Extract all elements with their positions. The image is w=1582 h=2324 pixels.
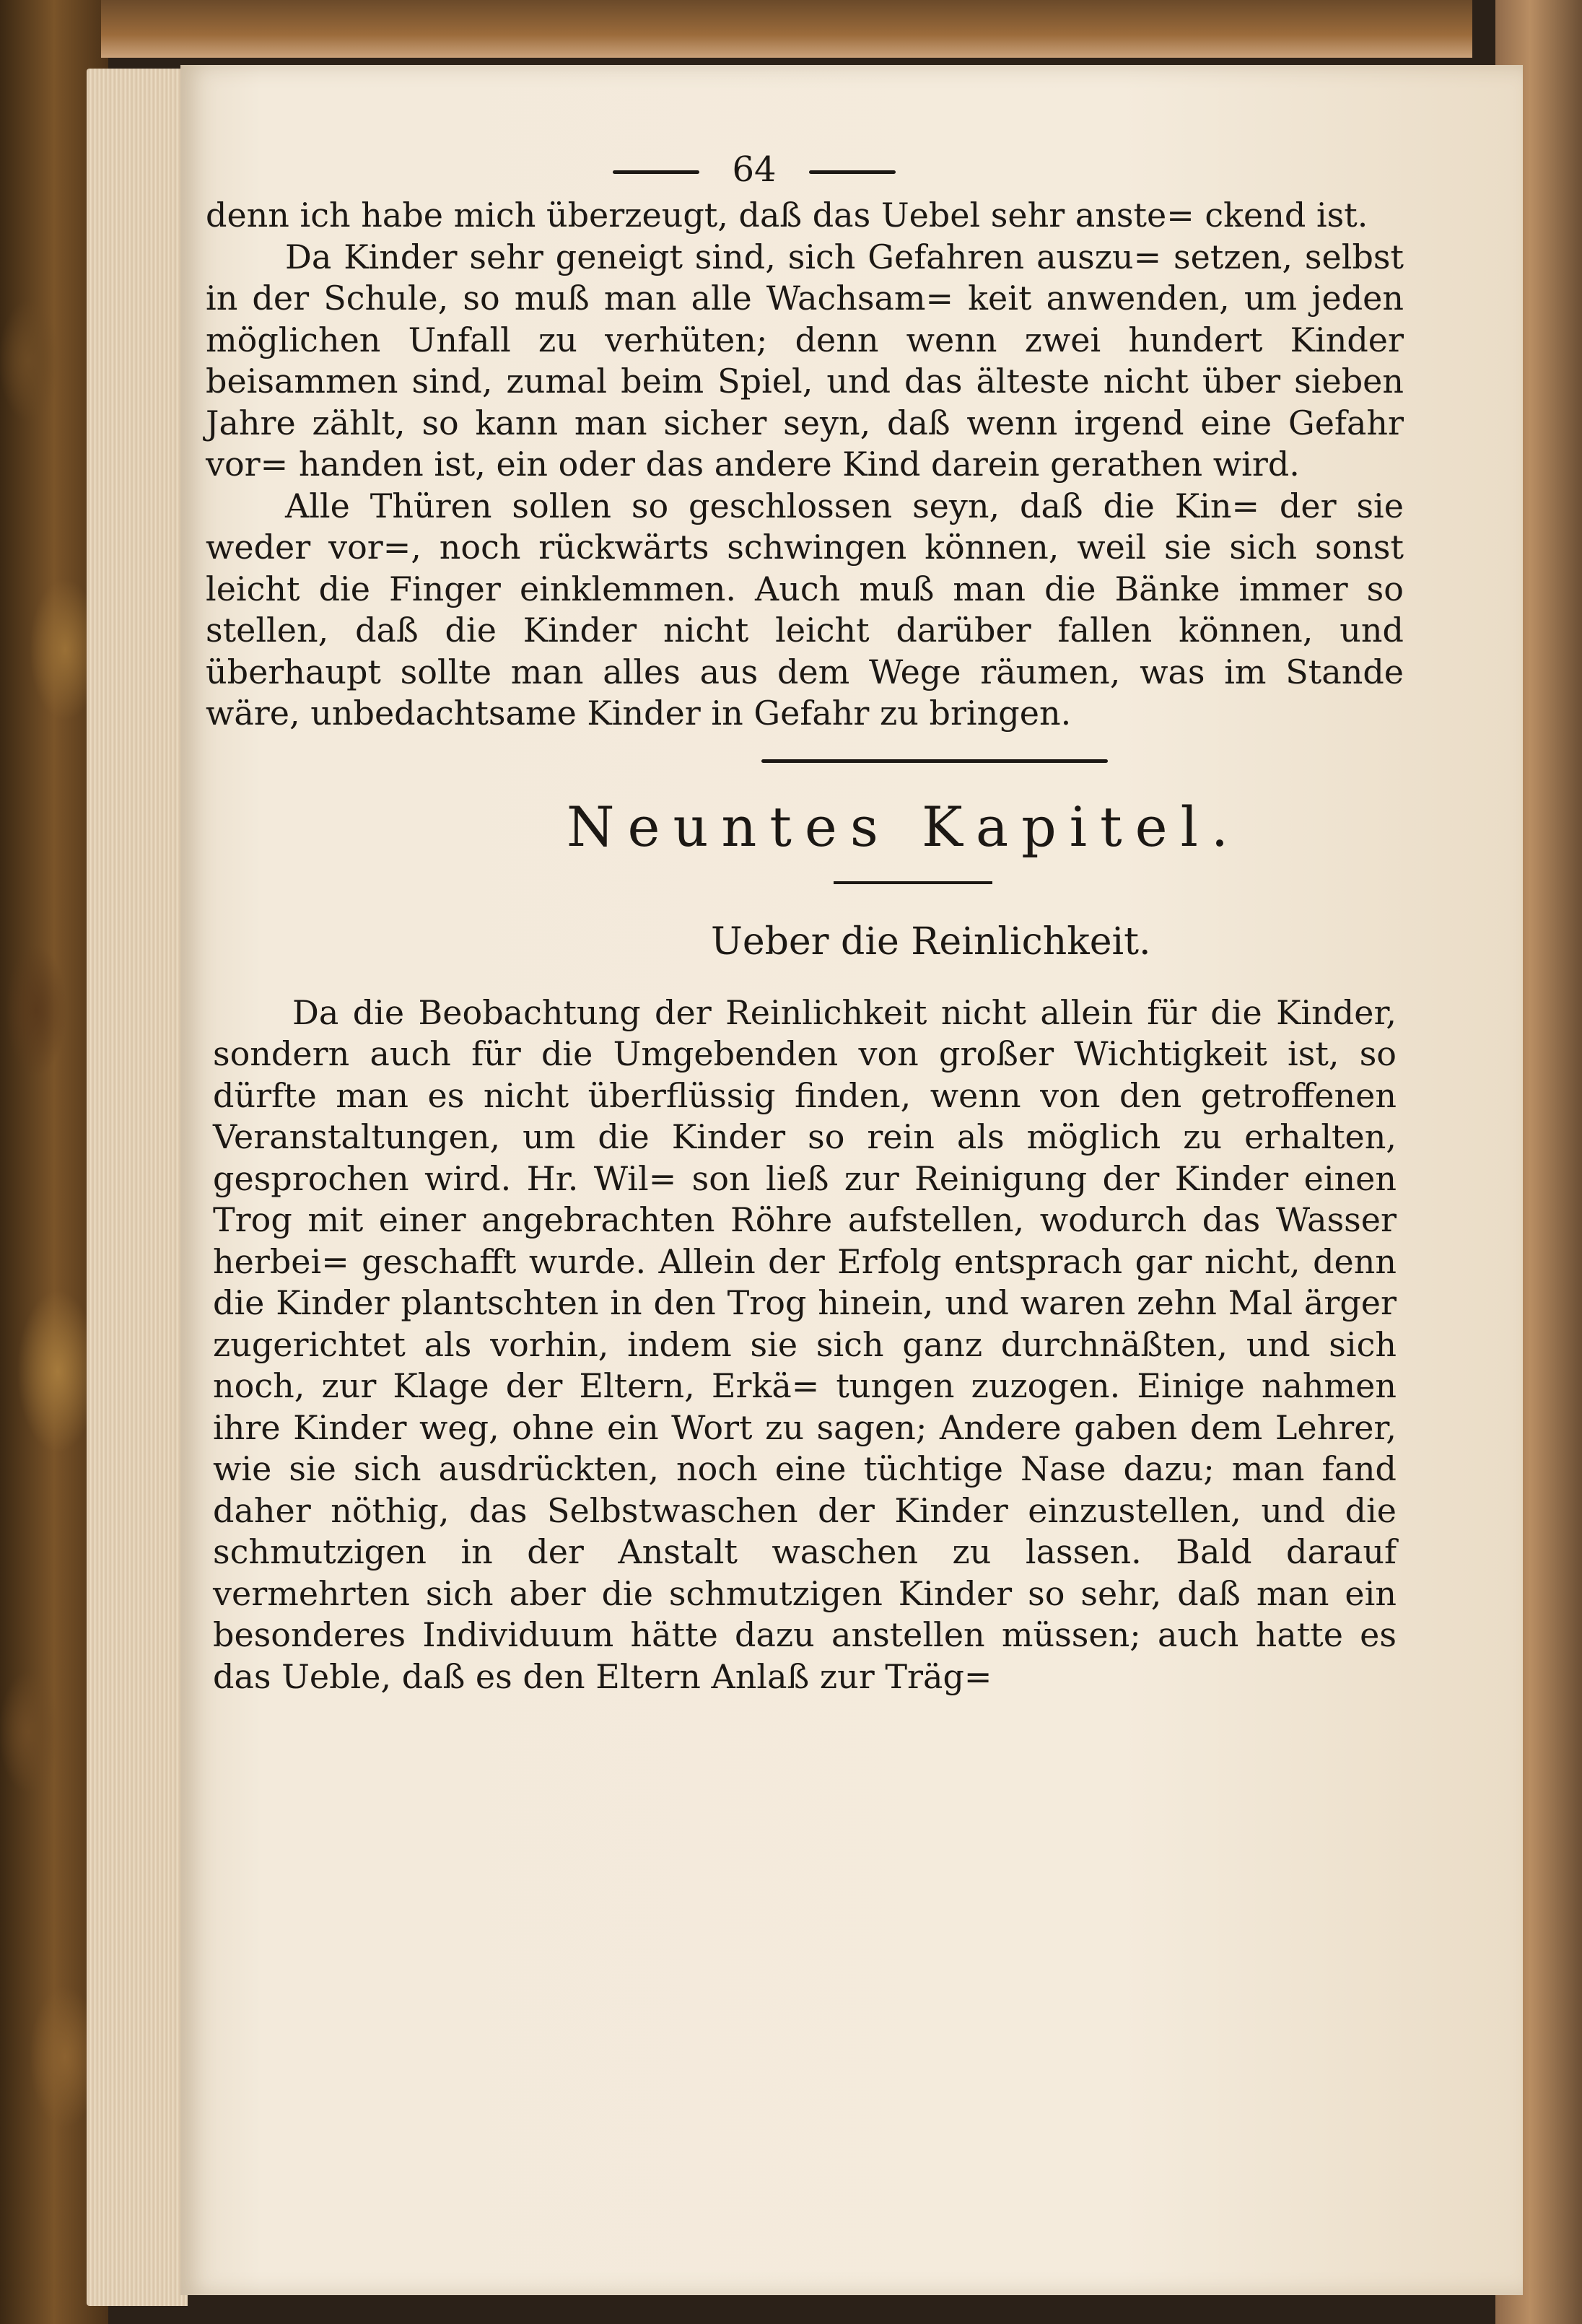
left-ornament-dash [613,170,699,174]
chapter-underline-rule [834,881,992,884]
top-text-block [206,195,1404,735]
paragraph-continuation: denn ich habe mich überzeugt, daß das Uebel sehr anste= ckend ist. [206,196,1368,235]
page-number-header [285,144,1223,195]
bottom-text-block [213,992,1397,1698]
section-title: Ueber die Reinlichkeit. [711,919,1151,964]
page-number: 64 [732,149,777,190]
page-edges-stack [87,69,188,2306]
paragraph-children-dangers: Da Kinder sehr geneigt sind, sich Gefahren auszu= setzen, selbst in der Schule, so muß man alle Wachsam= keit anwenden, um jeden möglichen Unfall zu verhüten; denn wenn zwei hundert Kinder beisammen sind, zumal beim Spiel, und das älteste nicht über sieben Jahre zählt, so kann man sicher seyn, daß wenn irgend eine Gefahr vor= handen ist, ein oder das andere Kind darein gerathen wird. [206,237,1404,484]
page-content [206,144,1404,1698]
right-ornament-dash [809,170,896,174]
leather-binding-top [101,0,1472,58]
paragraph-doors-benches: Alle Thüren sollen so geschlossen seyn, daß die Kin= der sie weder vor=, noch rückwärts schwingen können, weil sie sich sonst leicht die Finger einklemmen. Auch muß man die Bänke immer so stellen, daß die Kinder nicht leicht darüber fallen können, und überhaupt sollte man alles aus dem Wege räumen, was im Stande wäre, unbedachtsame Kinder in Gefahr zu bringen. [206,486,1404,733]
section-divider-rule [761,759,1108,763]
chapter-title: Neuntes Kapitel. [567,794,1242,859]
paragraph-cleanliness: Da die Beobachtung der Reinlichkeit nicht allein für die Kinder, sondern auch für die Umgebenden von großer Wichtigkeit ist, so dürfte man es nicht überflüssig finden, wenn von den getroffenen Veranstaltungen, um die Kinder so rein als möglich zu erhalten, gesprochen wird. Hr. Wil= son ließ zur Reinigung der Kinder einen Trog mit einer angebrachten Röhre aufstellen, wodurch das Wasser herbei= geschafft wurde. Allein der Erfolg entsprach gar nicht, denn die Kinder plantschten in den Trog hinein, und waren zehn Mal ärger zugerichtet als vorhin, indem sie sich ganz durchnäßten, und sich noch, zur Klage der Eltern, Erkä= tungen zuzogen. Einige nahmen ihre Kinder weg, ohne ein Wort zu sagen; Andere gaben dem Lehrer, wie sie sich ausdrückten, noch eine tüchtige Nase dazu; man fand daher nöthig, das Selbstwaschen der Kinder einzustellen, und die schmutzigen in der Anstalt waschen zu lassen. Bald darauf vermehrten sich aber die schmutzigen Kinder so sehr, daß man ein besonderes Individuum hätte dazu anstellen müssen; auch hatte es das Ueble, daß es den Eltern Anlaß zur Träg= [213,992,1397,1696]
